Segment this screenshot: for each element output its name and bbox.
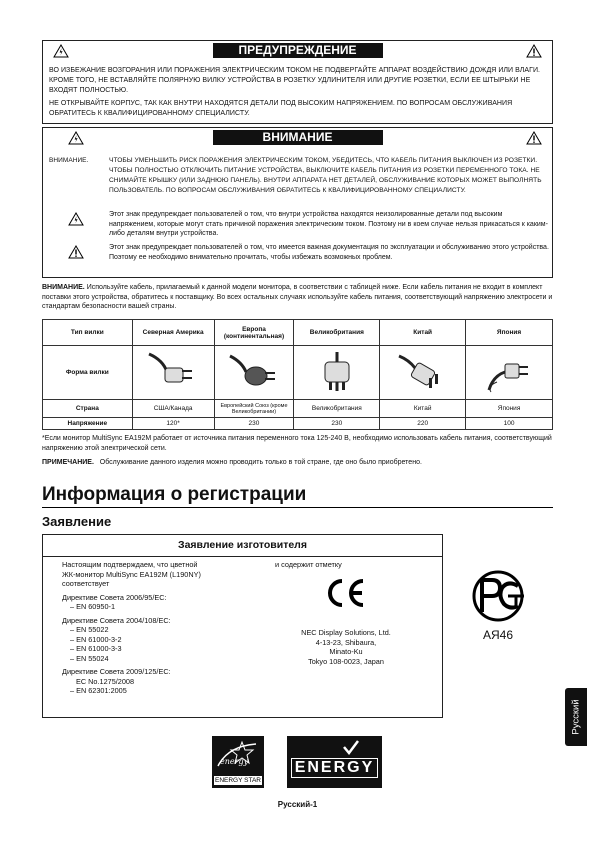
plug-cn-icon [380, 346, 466, 400]
statement-title: Заявление [42, 514, 112, 529]
high-voltage-icon [68, 212, 84, 226]
warning-text-2: НЕ ОТКРЫВАЙТЕ КОРПУС, ТАК КАК ВНУТРИ НАХОДЯТСЯ ДЕТАЛИ ПОД ВЫСОКИМ НАПРЯЖЕНИЕМ. ПО ВОПРОСАМ ОБСЛУЖИВАНИЯ ОБРАТИТЕСЬ К КВАЛИФИЦИРОВАННОМУ СПЕЦИАЛИСТУ. [49, 100, 513, 117]
table-header: Северная Америка [132, 320, 214, 346]
sign1-text: Этот знак предупреждает пользователей о том, что внутри устройства находятся неизолированные детали под высоким напряжением, которые могут стать причиной поражения электрическим током. Поэтому ни в коем случае нельзя прикасаться к каким-либо деталям внутри устройства. [109, 211, 548, 237]
table-cell: 230 [294, 418, 380, 430]
caution-text: ЧТОБЫ УМЕНЬШИТЬ РИСК ПОРАЖЕНИЯ ЭЛЕКТРИЧЕСКИМ ТОКОМ, УБЕДИТЕСЬ, ЧТО КАБЕЛЬ ПИТАНИЯ ВЫКЛЮЧЕН ИЗ РОЗЕТКИ. ЧТОБЫ ПОЛНОСТЬЮ ОТКЛЮЧИТЬ ПИТАНИЕ УСТРОЙСТВА, ВЫКЛЮЧИТЕ КАБЕЛЬ ПИТАНИЯ ИЗ РОЗЕТКИ ПЕРЕМЕННОГО ТОКА. НЕ СНИМАЙТЕ КРЫШКУ (ИЛИ ЗАДНЮЮ ПАНЕЛЬ). ВНУТРИ АППАРАТА НЕТ ДЕТАЛЕЙ, ОБСЛУЖИВАНИЕ КОТОРЫХ МОЖЕТ ВЫПОЛНЯТЬ ПОЛЬЗОВАТЕЛЬ. ПО ВОПРОСАМ ОБСЛУЖИВАНИЯ ОБРАТИТЕСЬ К КВАЛИФИЦИРОВАННОМУ СПЕЦИАЛИСТУ. [109, 157, 542, 194]
country-label: Страна [43, 400, 133, 418]
decl-line: Настоящим подтверждаем, что цветной [62, 560, 198, 569]
page-number: Русский-1 [277, 800, 318, 809]
note-text: Обслуживание данного изделия можно проводить только в той стране, где оно было приобретено. [99, 459, 422, 466]
table-header: Япония [466, 320, 553, 346]
decl-line: – EN 61000-3-2 [70, 634, 122, 644]
decl-line: – EN 61000-3-3 [70, 644, 122, 653]
table-cell: 220 [380, 418, 466, 430]
cable-note-text: Используйте кабель, прилагаемый к данной модели монитора, в соответствии с таблицей ниже. Если кабель питания не входит в комплект поставки этого устройства, обратитесь к поставщику. Во всех остальных случаях используйте кабель питания, соответствующий напряжению электросети и стандартам безопасности вашей страны. [42, 284, 553, 310]
warning-text-1: ВО ИЗБЕЖАНИЕ ВОЗГОРАНИЯ ИЛИ ПОРАЖЕНИЯ ЭЛЕКТРИЧЕСКИМ ТОКОМ НЕ ПОДВЕРГАЙТЕ АППАРАТ ВОЗДЕЙСТВИЮ ДОЖДЯ ИЛИ ВЛАГИ. КРОМЕ ТОГО, НЕ ВСТАВЛЯЙТЕ ПОЛЯРНУЮ ВИЛКУ УСТРОЙСТВА В РОЗЕТКУ УДЛИНИТЕЛЯ ИЛИ ДРУГИЕ РОЗЕТКИ, ЕСЛИ ЕЕ ШТЫРЬКИ НЕ ВХОДЯТ ПОЛНОСТЬЮ. [49, 67, 541, 94]
energy-star-caption: ENERGY STAR [215, 777, 261, 784]
ce-mark-icon [323, 577, 367, 609]
table-cell: Китай [380, 400, 466, 418]
decl-line: Директиве Совета 2006/95/EC: [62, 592, 167, 602]
plug-uk-icon [294, 346, 380, 400]
table-cell: 120* [132, 418, 214, 430]
voltage-label: Напряжение [43, 418, 133, 430]
table-header: Европа (континентальная) [214, 320, 294, 346]
language-side-tab [565, 688, 587, 746]
declaration-left [62, 560, 262, 696]
energy-logo [287, 736, 382, 788]
table-cell: 230 [214, 418, 294, 430]
company-line: 4-13-23, Shibaura, [315, 637, 377, 647]
table-cell: США/Канада [132, 400, 214, 418]
declaration-right-intro: и содержит отметку [275, 560, 342, 569]
exclamation-icon [68, 245, 84, 259]
caution-label: ВНИМАНИЕ. [49, 157, 89, 164]
cable-note-label: ВНИМАНИЕ. [42, 284, 85, 291]
high-voltage-icon [53, 44, 69, 58]
table-cell: Европейский Союз (кроме Великобритании) [214, 400, 294, 418]
declaration-box [42, 534, 443, 718]
plug-us-icon [132, 346, 214, 400]
decl-line: Директиве Совета 2009/125/EC: [62, 667, 171, 676]
decl-line: ЖК-монитор MultiSync EA192M (L190NY) [62, 569, 201, 579]
exclamation-icon [526, 131, 542, 145]
decl-line: – EN 55022 [70, 625, 109, 634]
plug-eu-icon [214, 346, 294, 400]
svg-text:energy: energy [220, 757, 249, 766]
exclamation-icon [526, 44, 542, 58]
plug-table [42, 319, 553, 430]
declaration-title: Заявление изготовителя [178, 539, 307, 551]
energy-word: ENERGY [291, 758, 378, 778]
table-header: Китай [380, 320, 466, 346]
caution-box [42, 127, 553, 278]
footnote: *Если монитор MultiSync EA192M работает от источника питания переменного тока 125-240 В, необходимо использовать кабель питания, соответствующий напряжению этой электрической сети. [42, 435, 552, 452]
cable-note [42, 283, 553, 312]
table-header: Великобритания [294, 320, 380, 346]
shape-label: Форма вилки [43, 346, 133, 400]
warning-title: ПРЕДУПРЕЖДЕНИЕ [213, 43, 383, 58]
company-line: Minato-Ku [329, 647, 363, 656]
company-line: NEC Display Solutions, Ltd. [301, 628, 391, 637]
caution-title: ВНИМАНИЕ [213, 130, 383, 145]
declaration-rule [43, 556, 442, 557]
registration-title: Информация о регистрации [42, 484, 307, 505]
rst-code: АЯ46 [483, 628, 514, 642]
checkmark-icon [342, 739, 360, 755]
high-voltage-icon [68, 131, 84, 145]
table-cell: 100 [466, 418, 553, 430]
note [42, 458, 553, 468]
company-address [293, 628, 399, 666]
decl-line: Директиве Совета 2004/108/EC: [62, 615, 171, 625]
decl-line: соответствует [62, 579, 110, 588]
company-line: Tokyo 108-0023, Japan [308, 656, 384, 666]
table-cell: Япония [466, 400, 553, 418]
energy-star-icon [212, 736, 264, 776]
decl-line: – EN 60950-1 [70, 602, 116, 611]
warning-box [42, 40, 553, 124]
plug-jp-icon [466, 346, 553, 400]
table-cell: Великобритания [294, 400, 380, 418]
note-label: ПРИМЕЧАНИЕ. [42, 459, 94, 466]
decl-line: EC No.1275/2008 [76, 676, 135, 686]
decl-line: – EN 55024 [70, 653, 109, 663]
decl-line: – EN 62301:2005 [70, 686, 127, 695]
energy-star-logo [212, 736, 264, 788]
sign2-text: Этот знак предупреждает пользователей о том, что имеется важная документация по эксплуатации и обслуживанию этого устройства. Поэтому ее необходимо внимательно прочитать, чтобы избежать возможных проблем. [109, 244, 549, 261]
divider [42, 507, 553, 508]
language-side-tab-label: Русский [570, 699, 582, 735]
rst-logo-icon [460, 568, 536, 628]
table-header: Тип вилки [43, 320, 133, 346]
